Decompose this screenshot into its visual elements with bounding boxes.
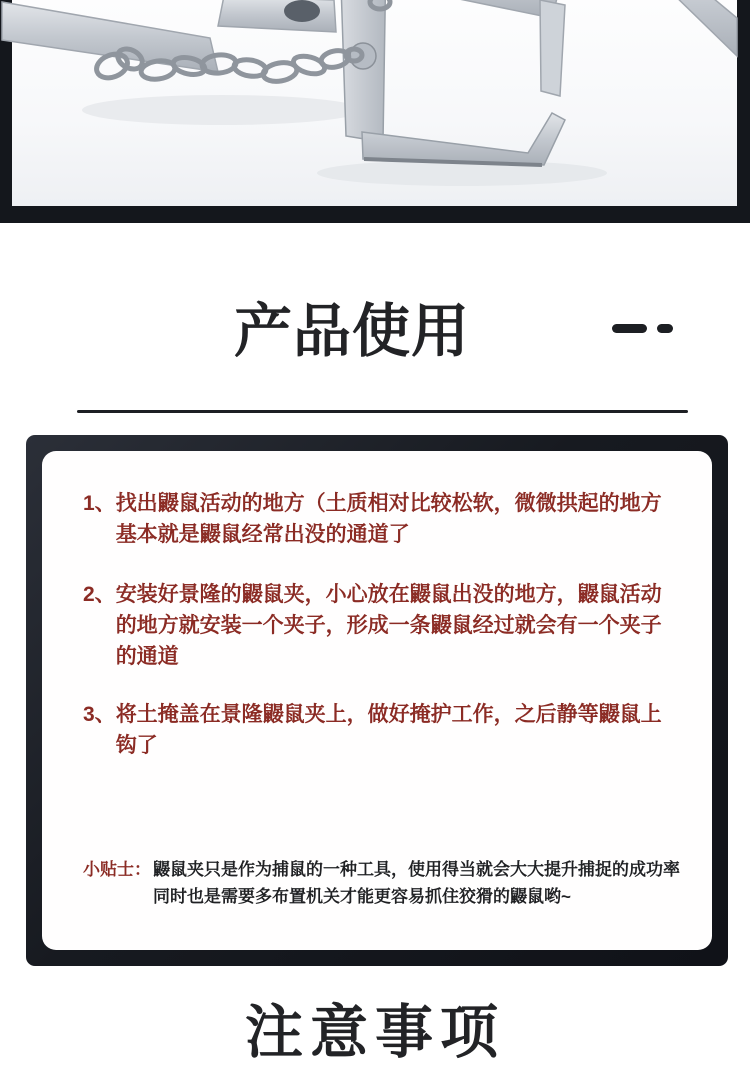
step-text-line: 的通道	[115, 645, 179, 668]
section-title: 产品使用	[233, 299, 470, 364]
step-text-line: 基本就是鼹鼠经常出没的通道了	[115, 523, 410, 546]
step-text-line: 钩了	[115, 734, 158, 757]
product-photo-card	[12, 0, 737, 206]
step-text	[116, 579, 662, 672]
step-number: 2、	[83, 583, 116, 606]
step-text-line: 的地方就安装一个夹子，形成一条鼹鼠经过就会有一个夹子	[115, 614, 662, 637]
step-number: 3、	[83, 703, 116, 726]
usage-tip	[83, 856, 684, 910]
dot-decoration-icon	[657, 324, 673, 333]
mole-trap-photo-illustration	[12, 0, 737, 206]
step-text-line: 将土掩盖在景隆鼹鼠夹上，做好掩护工作，之后静等鼹鼠上	[115, 703, 662, 726]
usage-instructions-inner	[42, 451, 712, 950]
usage-step-3	[83, 699, 684, 761]
step-number: 1、	[83, 492, 116, 515]
dash-decoration-icon	[612, 324, 647, 333]
tip-text	[153, 856, 680, 910]
hero-section	[0, 0, 750, 223]
step-text	[116, 699, 662, 761]
step-text	[116, 488, 662, 550]
usage-instructions-box	[26, 435, 728, 966]
usage-step-1	[83, 488, 684, 550]
tip-text-line: 鼹鼠夹只是作为捕鼠的一种工具，使用得当就会大大提升捕捉的成功率	[153, 860, 680, 879]
step-text-line: 找出鼹鼠活动的地方（土质相对比较松软，微微拱起的地方	[115, 492, 662, 515]
title-underline	[77, 410, 688, 413]
tip-text-line: 同时也是需要多布置机关才能更容易抓住狡猾的鼹鼠哟~	[153, 887, 571, 906]
step-text-line: 安装好景隆的鼹鼠夹，小心放在鼹鼠出没的地方，鼹鼠活动	[115, 583, 662, 606]
tip-label: 小贴士：	[83, 860, 151, 879]
next-section-title: 注意事项	[244, 1000, 505, 1065]
usage-step-2	[83, 579, 684, 672]
